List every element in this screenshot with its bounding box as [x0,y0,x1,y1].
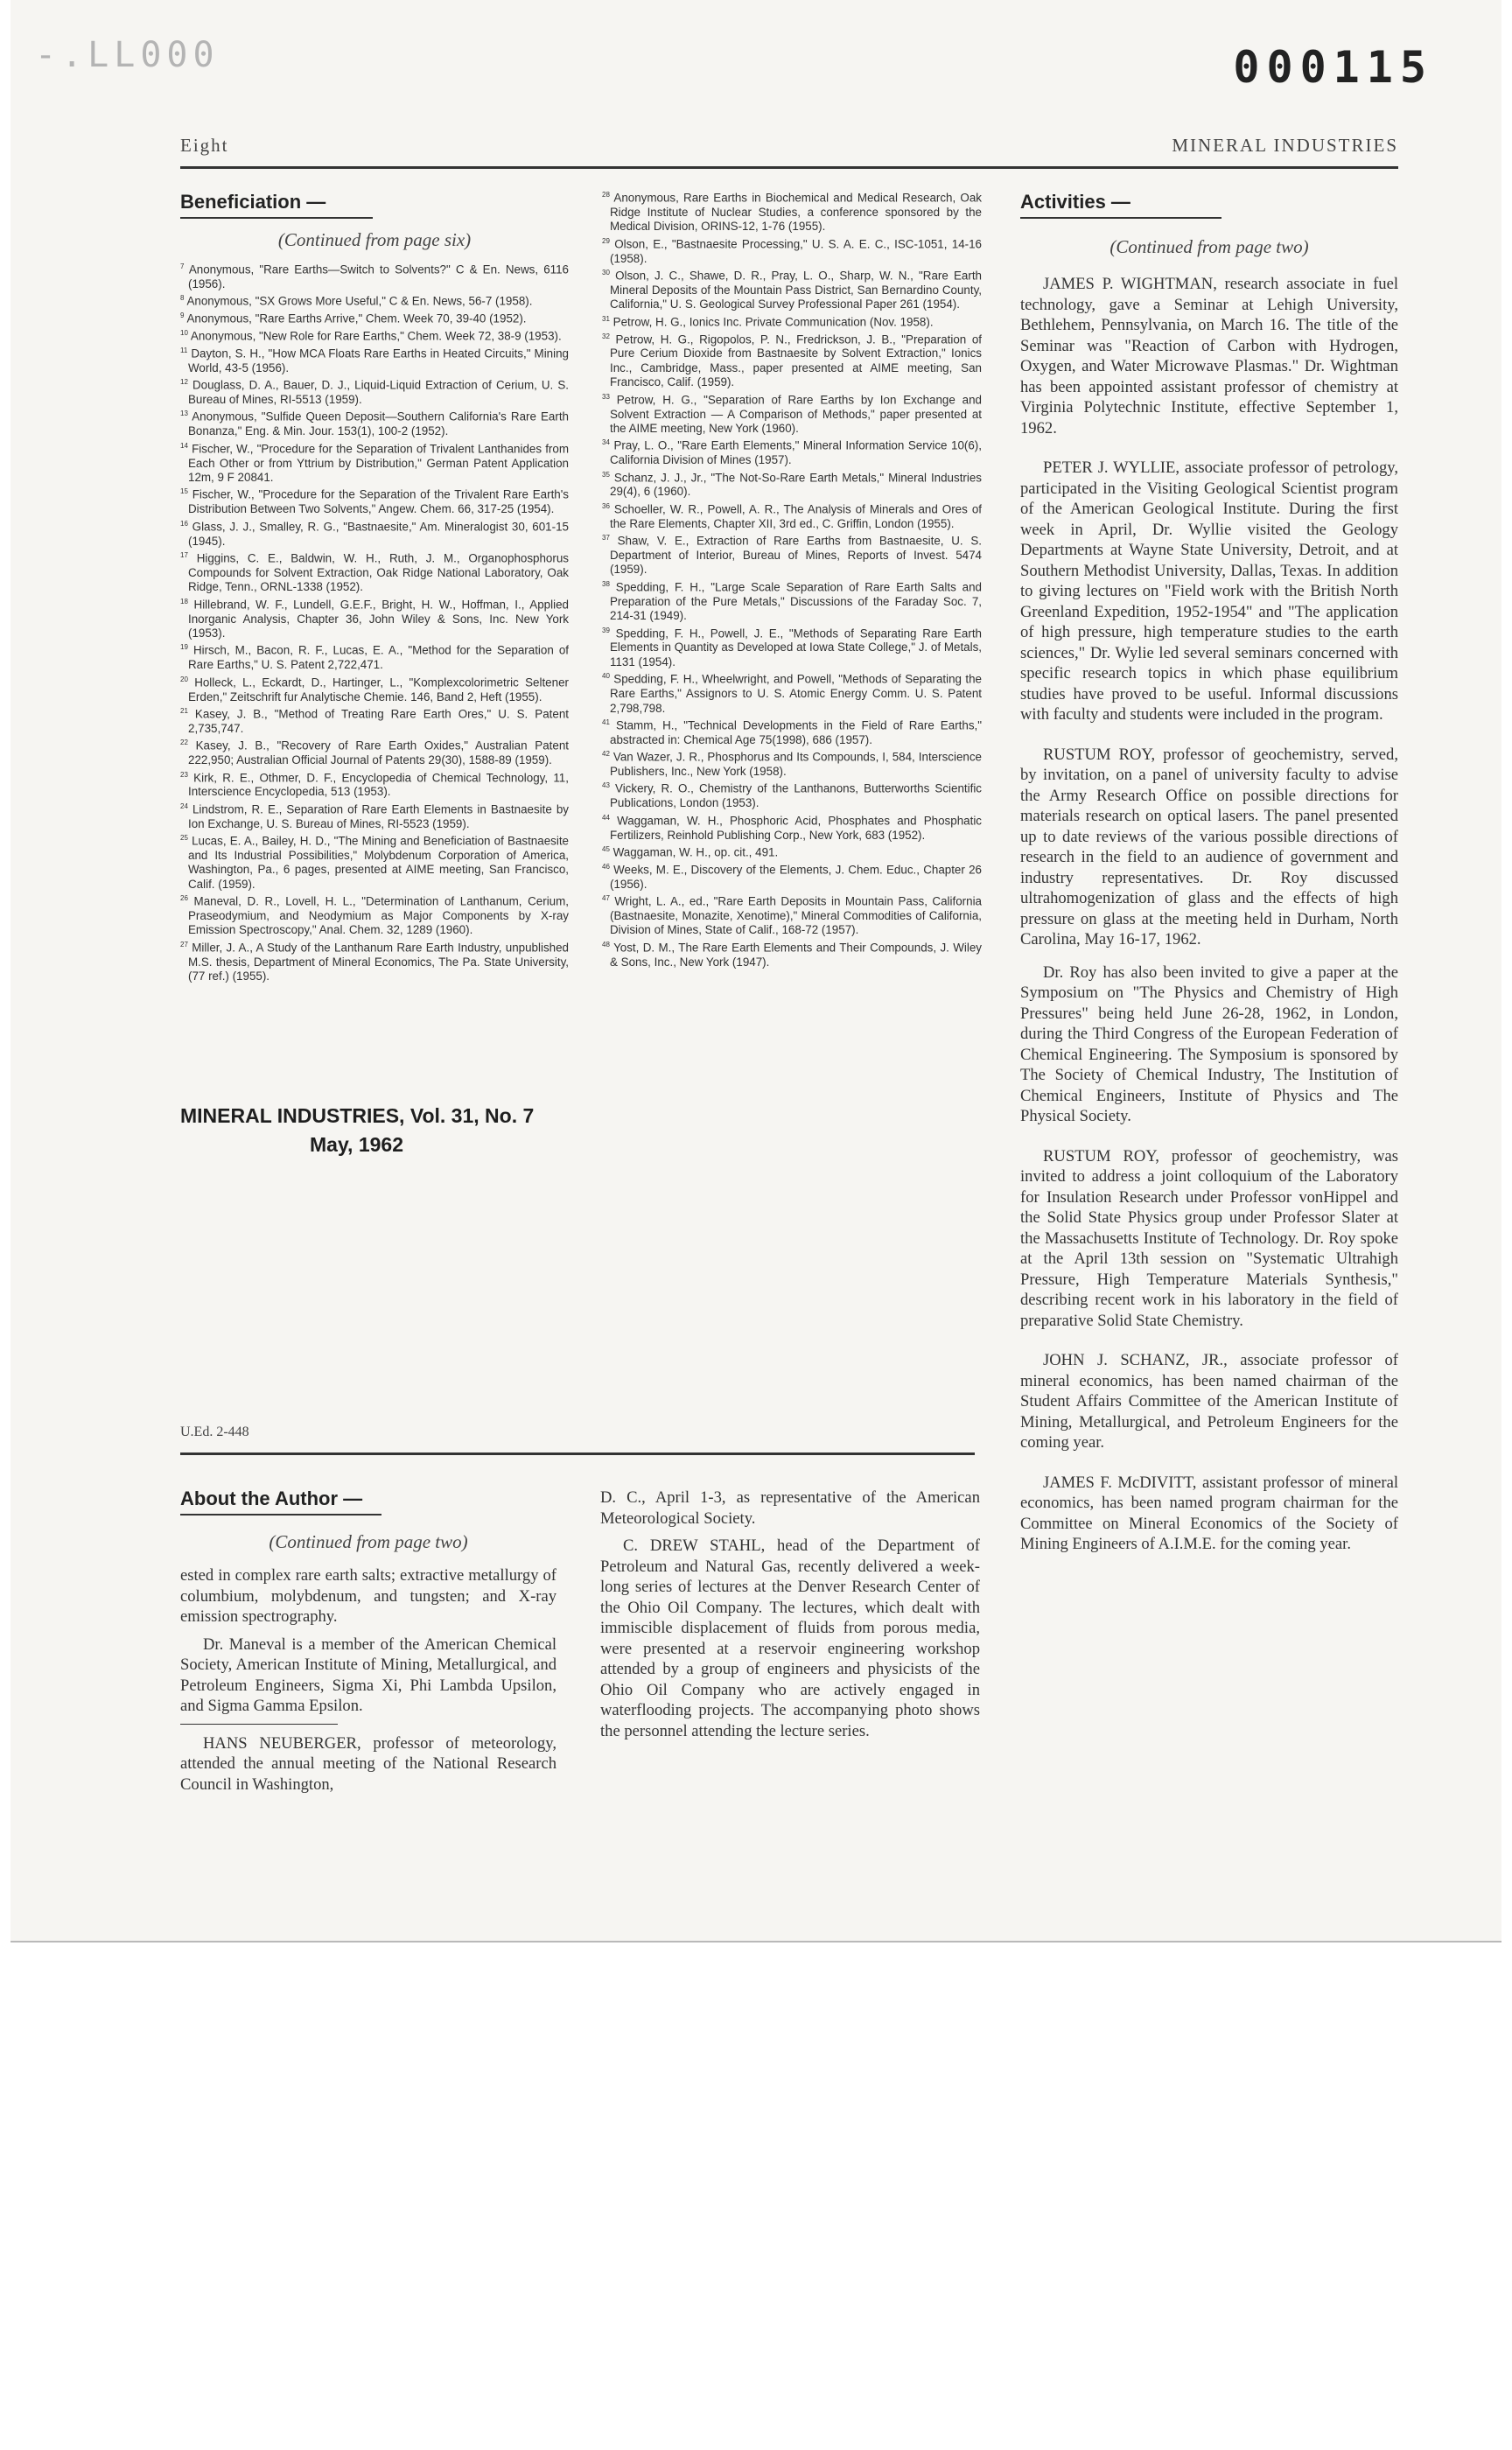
reference-text: Schanz, J. J., Jr., "The Not-So-Rare Earth Metals," Mineral Industries 29(4), 6 (1960). [610,471,982,499]
reference-text: Wright, L. A., ed., "Rare Earth Deposits in Mountain Pass, California (Bastnaesite, Monazite, Xenotime)," Mineral Commodities of California, Division of Mines, State of Calif., 168-72 (1957). [610,894,982,937]
corner-mark: -.LL000 [35,35,220,75]
reference-text: Anonymous, "SX Grows More Useful," C & En. News, 56-7 (1958). [186,294,533,308]
reference-text: Yost, D. M., The Rare Earth Elements and Their Compounds, J. Wiley & Sons, Inc., New York (1947). [610,941,982,969]
reference-number: 10 [180,329,188,338]
reference-entry [602,624,982,670]
reference-number: 40 [602,672,610,681]
reference-number: 14 [180,441,188,450]
reference-entry [180,291,569,309]
reference-entry [602,390,982,437]
reference-list-left [180,260,569,984]
activity-paragraph: Dr. Roy has also been invited to give a paper at the Symposium on "The Physics and Chemistry of High Pressures" being held June 26-28, 1962, in London, during the Third Congress of the European Federation of Chemical Engineering. The Symposium is sponsored by The Society of Chemical Industry, The Institution of Chemical Engineers, Institute of Physics and The Physical Society. [1020,962,1398,1125]
reference-number: 47 [602,894,610,903]
reference-entry [602,578,982,624]
about-paragraph: D. C., April 1-3, as representative of the American Meteorological Society. [600,1488,980,1528]
about-paragraph: C. DREW STAHL, head of the Department of Petroleum and Natural Gas, recently delivered a week-long series of lectures at the Denver Research Center of the Ohio Oil Company. The lectures, which dealt with immiscible displacement of fluids from porous media, were presented at a reservoir engineering workshop attended by a group of engineers and physicists of the Ohio Oil Company who are actively engaged in waterflooding projects. The accompanying photo shows the personnel attending the lecture series. [600,1536,980,1740]
activities-body [1020,274,1398,1555]
reference-entry [602,531,982,578]
activity-paragraph: JOHN J. SCHANZ, JR., associate professor of mineral economics, has been named chairman of the Student Affairs Committee of the American Institute of Mining, Metallurgical, and Petroleum Engineers for the coming year. [1020,1351,1398,1452]
reference-text: Anonymous, "Rare Earths Arrive," Chem. Week 70, 39-40 (1952). [186,312,527,326]
reference-text: Kirk, R. E., Othmer, D. F., Encyclopedia of Chemical Technology, 11, Interscience Encyclopedia, 513 (1953). [188,770,569,799]
reference-number: 26 [180,894,188,903]
reference-text: Holleck, L., Eckardt, D., Hartinger, L., "Komplexcolorimetric Seltener Erden," Zeitschrift fur Analytische Chemie. 146, Band 2, Heft (1955). [188,676,569,704]
reference-text: Lucas, E. A., Bailey, H. D., "The Mining and Beneficiation of Bastnaesite and Its Industrial Possibilities," Molybdenum Corporation of America, Washington, Pa., 6 pages, presented at AIME meeting, San Francisco, Calif. (1959). [188,834,569,891]
reference-text: Stamm, H., "Technical Developments in the Field of Rare Earths," abstracted in: Chemical Age 75(1998), 686 (1957). [610,718,982,746]
reference-text: Olson, J. C., Shawe, D. R., Pray, L. O., Sharp, W. N., "Rare Earth Mineral Deposits of the Mountain Pass District, San Bernardino County, California," U. S. Geological Survey Professional Paper 261 (1954). [610,269,982,312]
reference-number: 37 [602,534,610,542]
reference-number: 48 [602,940,610,948]
reference-number: 41 [602,718,610,726]
reference-text: Miller, J. A., A Study of the Lanthanum Rare Earth Industry, unpublished M.S. thesis, Department of Mineral Economics, The Pa. State University, (77 ref.) (1955). [188,941,569,984]
reference-list-right-col [602,188,982,970]
reference-text: Weeks, M. E., Discovery of the Elements, J. Chem. Educ., Chapter 26 (1956). [610,863,982,891]
reference-number: 31 [602,314,610,323]
reference-entry [602,312,982,330]
reference-text: Schoeller, W. R., Powell, A. R., The Analysis of Minerals and Ores of the Rare Elements, Chapter XII, 3rd ed., C. Griffin, London (1955). [610,502,982,530]
reference-number: 17 [180,551,188,559]
reference-text: Olson, E., "Bastnaesite Processing," U. S. A. E. C., ISC-1051, 14-16 (1958). [610,237,982,265]
reference-text: Maneval, D. R., Lovell, H. L., "Determination of Lanthanum, Cerium, Praseodymium, and Neodymium as Major Components by X-ray Emission Spectroscopy," Anal. Chem. 32, 1289 (1960). [188,894,569,937]
reference-number: 27 [180,940,188,948]
reference-number: 20 [180,675,188,683]
reference-number: 24 [180,802,188,810]
reference-text: Spedding, F. H., Wheelwright, and Powell, "Methods of Separating the Rare Earths," Assignors to U. S. Atomic Energy Comm. U. S. Patent 2,798,798. [610,672,982,715]
activity-paragraph: RUSTUM ROY, professor of geochemistry, served, by invitation, on a panel of university faculty to advise the Army Research Office on possible directions for materials research on optical lasers. The panel presented up to date reviews of the various possible directions of research in the field to an audience of government and industry representatives. Dr. Roy discussed ultrahomogenization of glass and the effects of high pressure on glass at the meeting held in Durham, North Carolina, May 16-17, 1962. [1020,745,1398,948]
reference-entry [180,595,569,641]
reference-entry [180,260,569,291]
reference-number: 30 [602,268,610,276]
reference-entry [180,938,569,984]
reference-number: 12 [180,378,188,387]
about-heading: About the Author — [180,1488,363,1509]
reference-text: Douglass, D. A., Bauer, D. J., Liquid-Liquid Extraction of Cerium, U. S. Bureau of Mines, RI-5513 (1959). [188,378,569,407]
reference-number: 15 [180,487,188,496]
beneficiation-heading: Beneficiation — [180,191,326,213]
beneficiation-section [180,191,569,984]
activities-heading-rule [1020,217,1222,219]
reference-entry [602,436,982,467]
reference-text: Waggaman, W. H., op. cit., 491. [612,845,779,859]
reference-number: 39 [602,626,610,634]
reference-text: Waggaman, W. H., Phosphoric Acid, Phosphates and Phosphatic Fertilizers, Reinhold Publishing Corp., New York, 683 (1952). [610,814,982,842]
about-continued-note: (Continued from page two) [269,1531,468,1552]
reference-number: 34 [602,438,610,447]
reference-entry [180,704,569,736]
reference-entry [180,831,569,892]
reference-number: 33 [602,392,610,401]
reference-entry [180,375,569,407]
reference-number: 42 [602,750,610,759]
reference-entry [602,779,982,810]
reference-text: Anonymous, "New Role for Rare Earths," Chem. Week 72, 38-9 (1953). [190,329,562,343]
activity-paragraph: PETER J. WYLLIE, associate professor of petrology, participated in the Visiting Geological Scientist program of the American Geological Institute. During the first week in April, Dr. Wyllie visited the Geology Departments at Wayne State University, Detroit, and at Southern Methodist University, Dallas, Texas. In addition to giving lectures on "Field work with the British North Greenland Expedition, 1952-1954" and "The application of high pressure, high temperature studies to the earth sciences," Dr. Wylie led several seminars concerned with specific research topics in which phase equilibrium studies have proved to be useful. Informal discussions with faculty and students were included in the program. [1020,458,1398,724]
about-author-col2 [600,1488,980,1760]
reference-number: 43 [602,781,610,790]
mid-rule [180,1452,975,1455]
reference-entry [602,811,982,843]
reference-number: 32 [602,332,610,340]
reference-number: 18 [180,597,188,606]
reference-text: Anonymous, Rare Earths in Biochemical and Medical Research, Oak Ridge Institute of Nuclear Studies, a conference sponsored by the Medical Division, ORINS-12, 1-76 (1955). [610,191,982,234]
reference-entry [180,485,569,516]
reference-entry [602,747,982,779]
activities-heading: Activities — [1020,191,1130,213]
reference-text: Spedding, F. H., Powell, J. E., "Methods of Separating Rare Earth Elements in Quantity as Developed at Iowa State College," J. of Metals, 1131 (1954). [610,626,982,668]
ued-code: U.Ed. 2-448 [180,1424,249,1439]
note-rule [180,1724,338,1725]
reference-text: Shaw, V. E., Extraction of Rare Earths from Bastnaesite, U. S. Department of Interior, Bureau of Mines, Reports of Invest. 5474 (1959). [610,534,982,577]
reference-entry [180,309,569,326]
about-paragraph: HANS NEUBERGER, professor of meteorology, attended the annual meeting of the National Research Council in Washington, [180,1733,556,1794]
reference-number: 19 [180,643,188,652]
reference-entry [180,736,569,767]
reference-number: 28 [602,191,610,199]
reference-number: 45 [602,845,610,854]
reference-entry [602,716,982,747]
reference-entry [180,800,569,831]
activities-continued-note: (Continued from page two) [1110,236,1309,257]
reference-entry [180,892,569,938]
reference-text: Petrow, H. G., Ionics Inc. Private Communication (Nov. 1958). [612,315,934,329]
masthead-title: MINERAL INDUSTRIES, Vol. 31, No. 7 [180,1104,535,1127]
reference-entry [602,266,982,312]
page-stamp-number: 000115 [1233,42,1433,93]
reference-number: 38 [602,579,610,588]
reference-number: 29 [602,236,610,245]
reference-number: 11 [180,346,188,354]
reference-entry [180,517,569,549]
activity-paragraph: RUSTUM ROY, professor of geochemistry, was invited to address a joint colloquium of the Laboratory for Insulation Research under Professor vonHippel and the Solid State Physics group under Professor Slater at the Massachusetts Institute of Technology. Dr. Roy spoke at the April 13th session on "Systematic Ultrahigh Pressure, High Temperature Materials Synthesis," describing recent work in his laboratory in the field of preparative Solid State Chemistry. [1020,1146,1398,1330]
reference-text: Spedding, F. H., "Large Scale Separation of Rare Earth Salts and Preparation of the Pure Metals," Discussions of the Faraday Soc. 7, 214-31 (1949). [610,580,982,623]
reference-text: Glass, J. J., Smalley, R. G., "Bastnaesite," Am. Mineralogist 30, 601-15 (1945). [188,520,569,548]
continued-note: (Continued from page six) [277,229,472,250]
reference-entry [180,439,569,486]
reference-entry [180,640,569,672]
reference-entry [602,468,982,500]
reference-text: Hillebrand, W. F., Lundell, G.E.F., Bright, H. W., Hoffman, I., Applied Inorganic Analysis, Chapter 36, John Wiley & Sons, Inc. New York (1953). [188,598,569,640]
reference-number: 13 [180,410,188,418]
reference-entry [180,673,569,704]
reference-text: Higgins, C. E., Baldwin, W. H., Ruth, J. M., Organophosphorus Compounds for Solvent Extraction, Oak Ridge National Laboratory, Oak Ridge, Tenn., ORNL-1338 (1952). [188,551,569,594]
reference-entry [180,768,569,800]
reference-number: 35 [602,470,610,479]
activities-section [1020,191,1398,1574]
reference-text: Pray, L. O., "Rare Earth Elements," Mineral Information Service 10(6), California Division of Mines (1957). [610,438,982,467]
reference-entry [180,407,569,438]
reference-text: Vickery, R. O., Chemistry of the Lanthanons, Butterworths Scientific Publications, London (1953). [610,781,982,810]
reference-text: Dayton, S. H., "How MCA Floats Rare Earths in Heated Circuits," Mining World, 43-5 (1956). [188,346,569,374]
reference-entry [602,669,982,716]
reference-number: 25 [180,834,188,843]
masthead [180,1104,583,1157]
reference-text: Hirsch, M., Bacon, R. F., Lucas, E. A., "Method for the Separation of Rare Earths," U. S. Patent 2,722,471. [188,643,569,672]
reference-number: 8 [180,294,185,303]
publication-name: MINERAL INDUSTRIES [1172,135,1398,156]
header-rule [180,166,1398,169]
page-label: Eight [180,135,229,156]
reference-number: 36 [602,501,610,510]
reference-text: Anonymous, "Rare Earths—Switch to Solvents?" C & En. News, 6116 (1956). [188,262,569,290]
reference-entry [602,843,982,860]
reference-text: Kasey, J. B., "Recovery of Rare Earth Oxides," Australian Patent 222,950; Australian Official Journal of Patents 29(30), 1588-89 (1959). [188,738,569,767]
activity-paragraph: JAMES F. McDIVITT, assistant professor of mineral economics, has been named program chairman for the Committee on Mineral Economics of the Society of Mining Engineers of A.I.M.E. for the coming year. [1020,1473,1398,1553]
reference-entry [602,860,982,892]
reference-text: Lindstrom, R. E., Separation of Rare Earth Elements in Bastnaesite by Ion Exchange, U. S. Bureau of Mines, RI-5523 (1959). [188,802,569,830]
about-paragraph: Dr. Maneval is a member of the American Chemical Society, American Institute of Mining, Metallurgical, and Petroleum Engineers, Sigma Xi, Phi Lambda Upsilon, and Sigma Gamma Epsilon. [180,1634,556,1715]
reference-text: Fischer, W., "Procedure for the Separation of the Trivalent Rare Earth's Distribution Between Two Solvents," Angew. Chem. 66, 317-25 (1954). [188,487,569,516]
heading-rule [180,217,373,219]
reference-entry [602,892,982,938]
masthead-date: May, 1962 [310,1133,403,1156]
reference-text: Petrow, H. G., Rigopolos, P. N., Fredrickson, J. B., "Preparation of Pure Cerium Dioxide from Bastnaesite by Solvent Extraction," Ionics Inc., Cambridge, Mass., paper presented at AIME meeting, San Francisco, Calif. (1959). [610,332,982,389]
reference-number: 22 [180,738,188,747]
reference-entry [602,500,982,531]
reference-entry [180,344,569,375]
about-heading-rule [180,1514,382,1516]
reference-entry [602,938,982,970]
reference-number: 16 [180,519,188,528]
reference-entry [602,234,982,266]
reference-entry [180,549,569,595]
reference-number: 46 [602,862,610,871]
reference-text: Anonymous, "Sulfide Queen Deposit—Southern California's Rare Earth Bonanza," Eng. & Min. Jour. 153(1), 100-2 (1952). [188,410,569,438]
reference-text: Fischer, W., "Procedure for the Separation of Trivalent Lanthanides from Each Other or from Yttrium by Distribution," German Patent Application 12m, 9 F 20841. [188,442,569,485]
reference-text: Kasey, J. B., "Method of Treating Rare Earth Ores," U. S. Patent 2,735,747. [188,707,569,735]
reference-number: 21 [180,706,188,715]
reference-number: 44 [602,813,610,822]
reference-number: 9 [180,312,185,320]
reference-list-right [602,188,982,970]
reference-entry [602,188,982,234]
reference-number: 7 [180,262,185,270]
reference-text: Van Wazer, J. R., Phosphorus and Its Compounds, I, 584, Interscience Publishers, Inc., New York (1958). [610,750,982,779]
about-paragraph: ested in complex rare earth salts; extractive metallurgy of columbium, molybdenum, and tungsten; and X-ray emission spectrography. [180,1566,556,1626]
activity-paragraph: JAMES P. WIGHTMAN, research associate in fuel technology, gave a Seminar at Lehigh University, Bethlehem, Pennsylvania, on March 16. The title of the Seminar was "Reaction of Carbon with Hydrogen, Oxygen, and Water Microwave Plasmas." Dr. Wightman has been appointed assistant professor of chemistry at Virginia Polytechnic Institute, effective September 1, 1962. [1020,275,1398,438]
about-author-section [180,1488,556,1814]
reference-entry [180,326,569,344]
reference-text: Petrow, H. G., "Separation of Rare Earths by Ion Exchange and Solvent Extraction — A Comparison of Methods," paper presented at the AIME meeting, New York (1960). [610,393,982,435]
reference-number: 23 [180,770,188,779]
reference-entry [602,330,982,390]
